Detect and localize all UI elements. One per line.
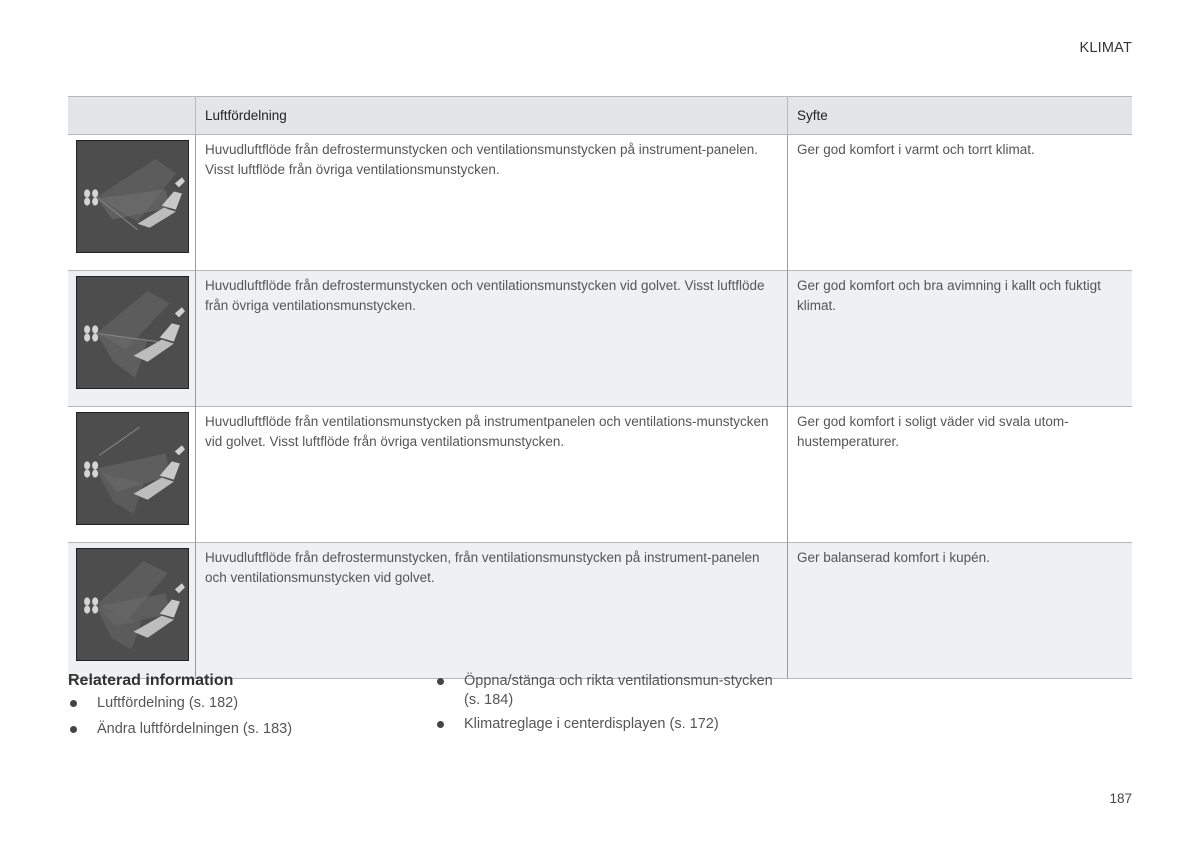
distribution-cell: Huvudluftflöde från ventilationsmunstycken på instrumentpanelen och ventilations-munstycken vid golvet. Visst luftflöde från övriga ventilationsmunstycken.: [196, 407, 788, 543]
bullet-icon: [70, 700, 77, 707]
bullet-icon: [437, 678, 444, 685]
airflow-all-vents-icon: [77, 549, 188, 660]
airflow-dash-floor-icon: [77, 413, 188, 524]
table-row: [68, 135, 1132, 271]
related-link-label: Klimatreglage i centerdisplayen (s. 172): [464, 716, 719, 732]
purpose-cell: Ger god komfort och bra avimning i kallt och fuktigt klimat.: [788, 271, 1133, 407]
related-list-right: [435, 672, 775, 734]
distribution-cell: Huvudluftflöde från defrostermunstycken, från ventilationsmunstycken på instrument-panelen och ventilationsmunstycken vid golvet.: [196, 543, 788, 679]
table-row: [68, 407, 1132, 543]
table-row: [68, 543, 1132, 679]
table-row: [68, 271, 1132, 407]
purpose-cell: Ger god komfort i varmt och torrt klimat.: [788, 135, 1133, 271]
image-cell: [68, 135, 196, 271]
airflow-defroster-dash-icon: [77, 141, 188, 252]
related-link[interactable]: [435, 672, 775, 710]
related-link[interactable]: [68, 694, 398, 713]
purpose-cell: Ger god komfort i soligt väder vid svala utom-hustemperaturer.: [788, 407, 1133, 543]
related-link-label: Öppna/stänga och rikta ventilationsmun-stycken (s. 184): [464, 673, 773, 708]
air-distribution-table: [68, 96, 1132, 679]
bullet-icon: [437, 721, 444, 728]
image-cell: [68, 543, 196, 679]
related-link[interactable]: [68, 720, 398, 739]
related-link-label: Luftfördelning (s. 182): [97, 695, 239, 711]
distribution-column-header: Luftfördelning: [196, 97, 788, 135]
image-column-header: [68, 97, 196, 135]
purpose-column-header: Syfte: [788, 97, 1133, 135]
image-cell: [68, 271, 196, 407]
distribution-cell: Huvudluftflöde från defrostermunstycken och ventilationsmunstycken vid golvet. Visst luftflöde från övriga ventilationsmunstycken.: [196, 271, 788, 407]
bullet-icon: [70, 726, 77, 733]
related-link-label: Ändra luftfördelningen (s. 183): [97, 721, 293, 737]
related-title: Relaterad information: [68, 672, 234, 689]
airflow-defroster-floor-icon: [77, 277, 188, 388]
table-header-row: [68, 97, 1132, 135]
image-cell: [68, 407, 196, 543]
distribution-cell: Huvudluftflöde från defrostermunstycken och ventilationsmunstycken på instrument-panelen. Visst luftflöde från övriga ventilationsmunstycken.: [196, 135, 788, 271]
purpose-cell: Ger balanserad komfort i kupén.: [788, 543, 1133, 679]
page-number: 187: [1109, 791, 1132, 806]
related-link[interactable]: [435, 715, 775, 734]
section-label: KLIMAT: [1079, 40, 1132, 56]
related-list-left: [68, 694, 398, 739]
